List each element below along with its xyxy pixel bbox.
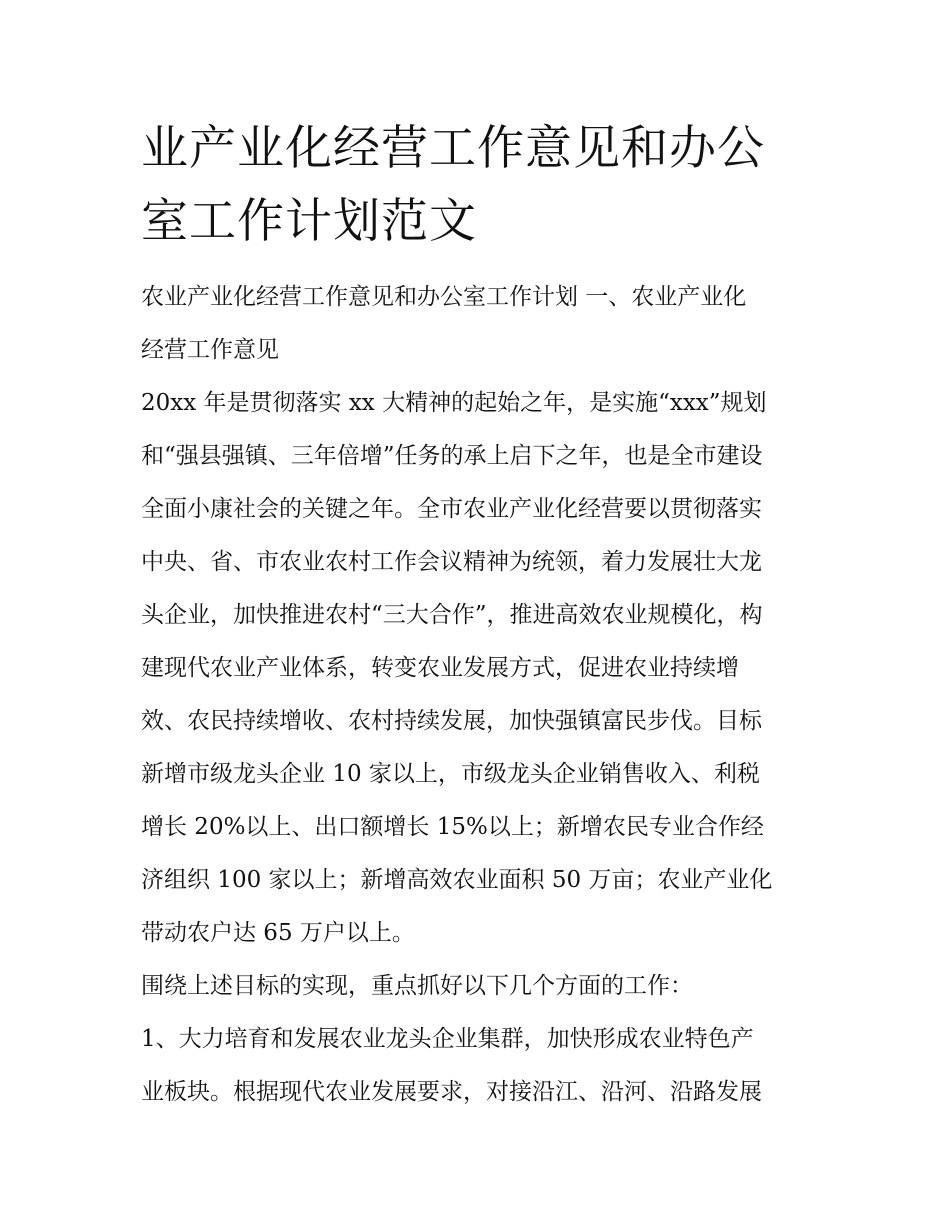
document-content (141, 112, 813, 1119)
document-title (141, 112, 813, 258)
body-line: 头企业，加快推进农村“三大合作”，推进高效农业规模化，构 (141, 602, 763, 628)
body-line: 增长 20%以上、出口额增长 15%以上；新增农民专业合作经 (141, 814, 764, 840)
body-line: 和“强县强镇、三年倍增”任务的承上启下之年，也是全市建设 (141, 443, 763, 469)
body-line: 中央、省、市农业农村工作会议精神为统领，着力发展壮大龙 (141, 549, 762, 575)
body-line: 围绕上述目标的实现，重点抓好以下几个方面的工作： (141, 973, 693, 999)
body-line: 业板块。根据现代农业发展要求，对接沿江、沿河、沿路发展 (141, 1079, 762, 1105)
body-line: 1、大力培育和发展农业龙头企业集群，加快形成农业特色产 (141, 1026, 754, 1052)
body-line: 农业产业化经营工作意见和办公室工作计划 一、农业产业化 (141, 284, 747, 310)
body-line: 全面小康社会的关键之年。全市农业产业化经营要以贯彻落实 (141, 496, 762, 522)
title-line: 业产业化经营工作意见和办公 (141, 121, 765, 176)
body-line: 效、农民持续增收、农村持续发展，加快强镇富民步伐。目标 (141, 708, 762, 734)
body-line: 济组织 100 家以上；新增高效农业面积 50 万亩；农业产业化 (141, 867, 773, 893)
body-line: 经营工作意见 (141, 337, 279, 363)
body-line: 新增市级龙头企业 10 家以上，市级龙头企业销售收入、利税 (141, 761, 760, 787)
body-line: 建现代农业产业体系，转变农业发展方式，促进农业持续增 (141, 655, 739, 681)
body-line: 带动农户达 65 万户以上。 (141, 920, 415, 946)
document-body (141, 271, 813, 1119)
title-line: 室工作计划范文 (141, 194, 477, 249)
body-line: 20xx 年是贯彻落实 xx 大精神的起始之年，是实施“xxx”规划 (141, 390, 767, 416)
